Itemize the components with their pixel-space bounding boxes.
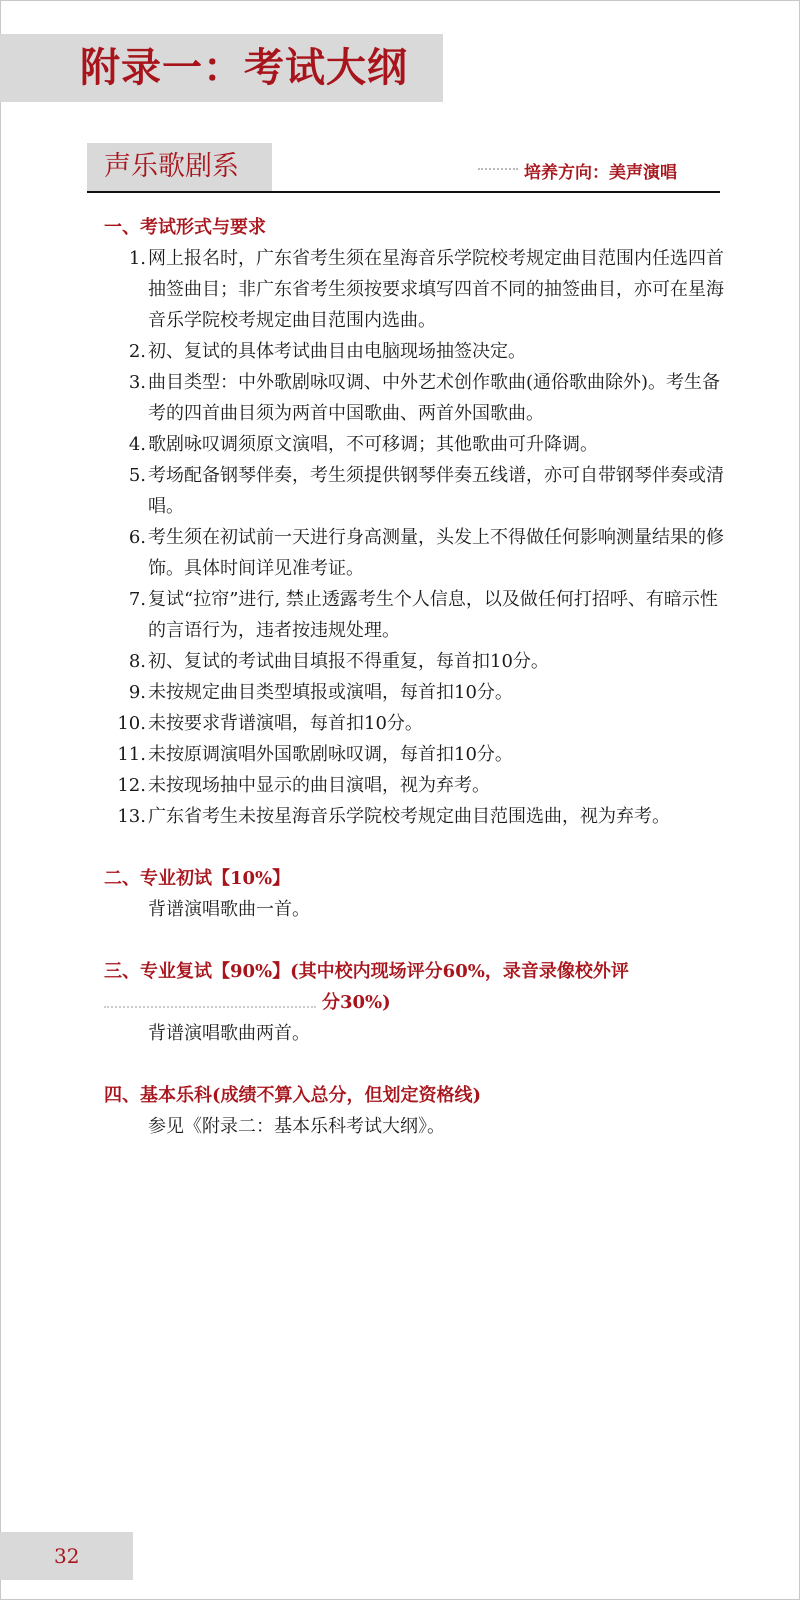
list-item xyxy=(104,522,724,584)
list-item-text: 未按现场抽中显示的曲目演唱，视为弃考。 xyxy=(148,775,490,796)
section-3-title-line-2: 分30%) xyxy=(322,992,391,1013)
list-item xyxy=(104,460,724,522)
list-item-number: 1. xyxy=(128,248,146,269)
list-item-text: 曲目类型：中外歌剧咏叹调、中外艺术创作歌曲(通俗歌曲除外)。考生备考的四首曲目须为两首中国歌曲、两首外国歌曲。 xyxy=(148,372,721,424)
list-item-number: 3. xyxy=(128,372,146,393)
list-item-number: 5. xyxy=(128,465,146,486)
list-item xyxy=(104,801,724,832)
requirements-list xyxy=(104,243,724,832)
training-direction: 培养方向：美声演唱 xyxy=(524,163,677,183)
section-3-body: 背谱演唱歌曲两首。 xyxy=(148,1023,310,1044)
section-4-title: 四、基本乐科(成绩不算入总分，但划定资格线) xyxy=(104,1085,482,1106)
list-item-text: 未按要求背谱演唱，每首扣10分。 xyxy=(148,713,423,734)
list-item-number: 8. xyxy=(128,651,146,672)
list-item-number: 6. xyxy=(128,527,146,548)
list-item xyxy=(104,243,724,336)
list-item-number: 9. xyxy=(128,682,146,703)
section-3-title xyxy=(104,956,724,1018)
list-item-text: 广东省考生未按星海音乐学院校考规定曲目范围选曲，视为弃考。 xyxy=(148,806,670,827)
list-item xyxy=(104,708,724,739)
list-item-text: 考场配备钢琴伴奏，考生须提供钢琴伴奏五线谱，亦可自带钢琴伴奏或清唱。 xyxy=(148,465,724,517)
list-item xyxy=(104,677,724,708)
list-item-number: 13. xyxy=(117,806,146,827)
page-number: 32 xyxy=(54,1544,80,1568)
list-item xyxy=(104,646,724,677)
list-item xyxy=(104,584,724,646)
direction-leader-dots xyxy=(478,168,518,170)
department-name: 声乐歌剧系 xyxy=(104,151,239,182)
section-4-body: 参见《附录二：基本乐科考试大纲》。 xyxy=(148,1116,445,1137)
list-item-number: 7. xyxy=(128,589,146,610)
list-item-text: 未按原调演唱外国歌剧咏叹调，每首扣10分。 xyxy=(148,744,513,765)
list-item xyxy=(104,429,724,460)
page-title: 附录一：考试大纲 xyxy=(80,44,408,91)
list-item-number: 2. xyxy=(128,341,146,362)
list-item-text: 初、复试的具体考试曲目由电脑现场抽签决定。 xyxy=(148,341,526,362)
department-rule xyxy=(87,191,720,193)
list-item xyxy=(104,336,724,367)
list-item-text: 考生须在初试前一天进行身高测量，头发上不得做任何影响测量结果的修饰。具体时间详见准考证。 xyxy=(148,527,724,579)
list-item-number: 10. xyxy=(117,713,146,734)
section-3-title-line-1: 三、专业复试【90%】(其中校内现场评分60%，录音录像校外评 xyxy=(104,961,629,982)
list-item xyxy=(104,770,724,801)
section-3-leader-dots xyxy=(104,1006,316,1008)
section-2-title: 二、专业初试【10%】 xyxy=(104,868,291,889)
list-item xyxy=(104,739,724,770)
list-item-number: 11. xyxy=(117,744,146,765)
list-item-text: 歌剧咏叹调须原文演唱，不可移调；其他歌曲可升降调。 xyxy=(148,434,598,455)
list-item xyxy=(104,367,724,429)
list-item-text: 复试“拉帘”进行, 禁止透露考生个人信息，以及做任何打招呼、有暗示性的言语行为，违者按违规处理。 xyxy=(148,589,718,641)
section-2-body: 背谱演唱歌曲一首。 xyxy=(148,899,310,920)
list-item-text: 未按规定曲目类型填报或演唱，每首扣10分。 xyxy=(148,682,513,703)
list-item-text: 初、复试的考试曲目填报不得重复，每首扣10分。 xyxy=(148,651,549,672)
list-item-number: 4. xyxy=(128,434,146,455)
list-item-text: 网上报名时，广东省考生须在星海音乐学院校考规定曲目范围内任选四首抽签曲目；非广东省考生须按要求填写四首不同的抽签曲目，亦可在星海音乐学院校考规定曲目范围内选曲。 xyxy=(148,248,724,331)
section-1-title: 一、考试形式与要求 xyxy=(104,217,266,238)
syllabus-content xyxy=(104,212,724,1142)
list-item-number: 12. xyxy=(117,775,146,796)
